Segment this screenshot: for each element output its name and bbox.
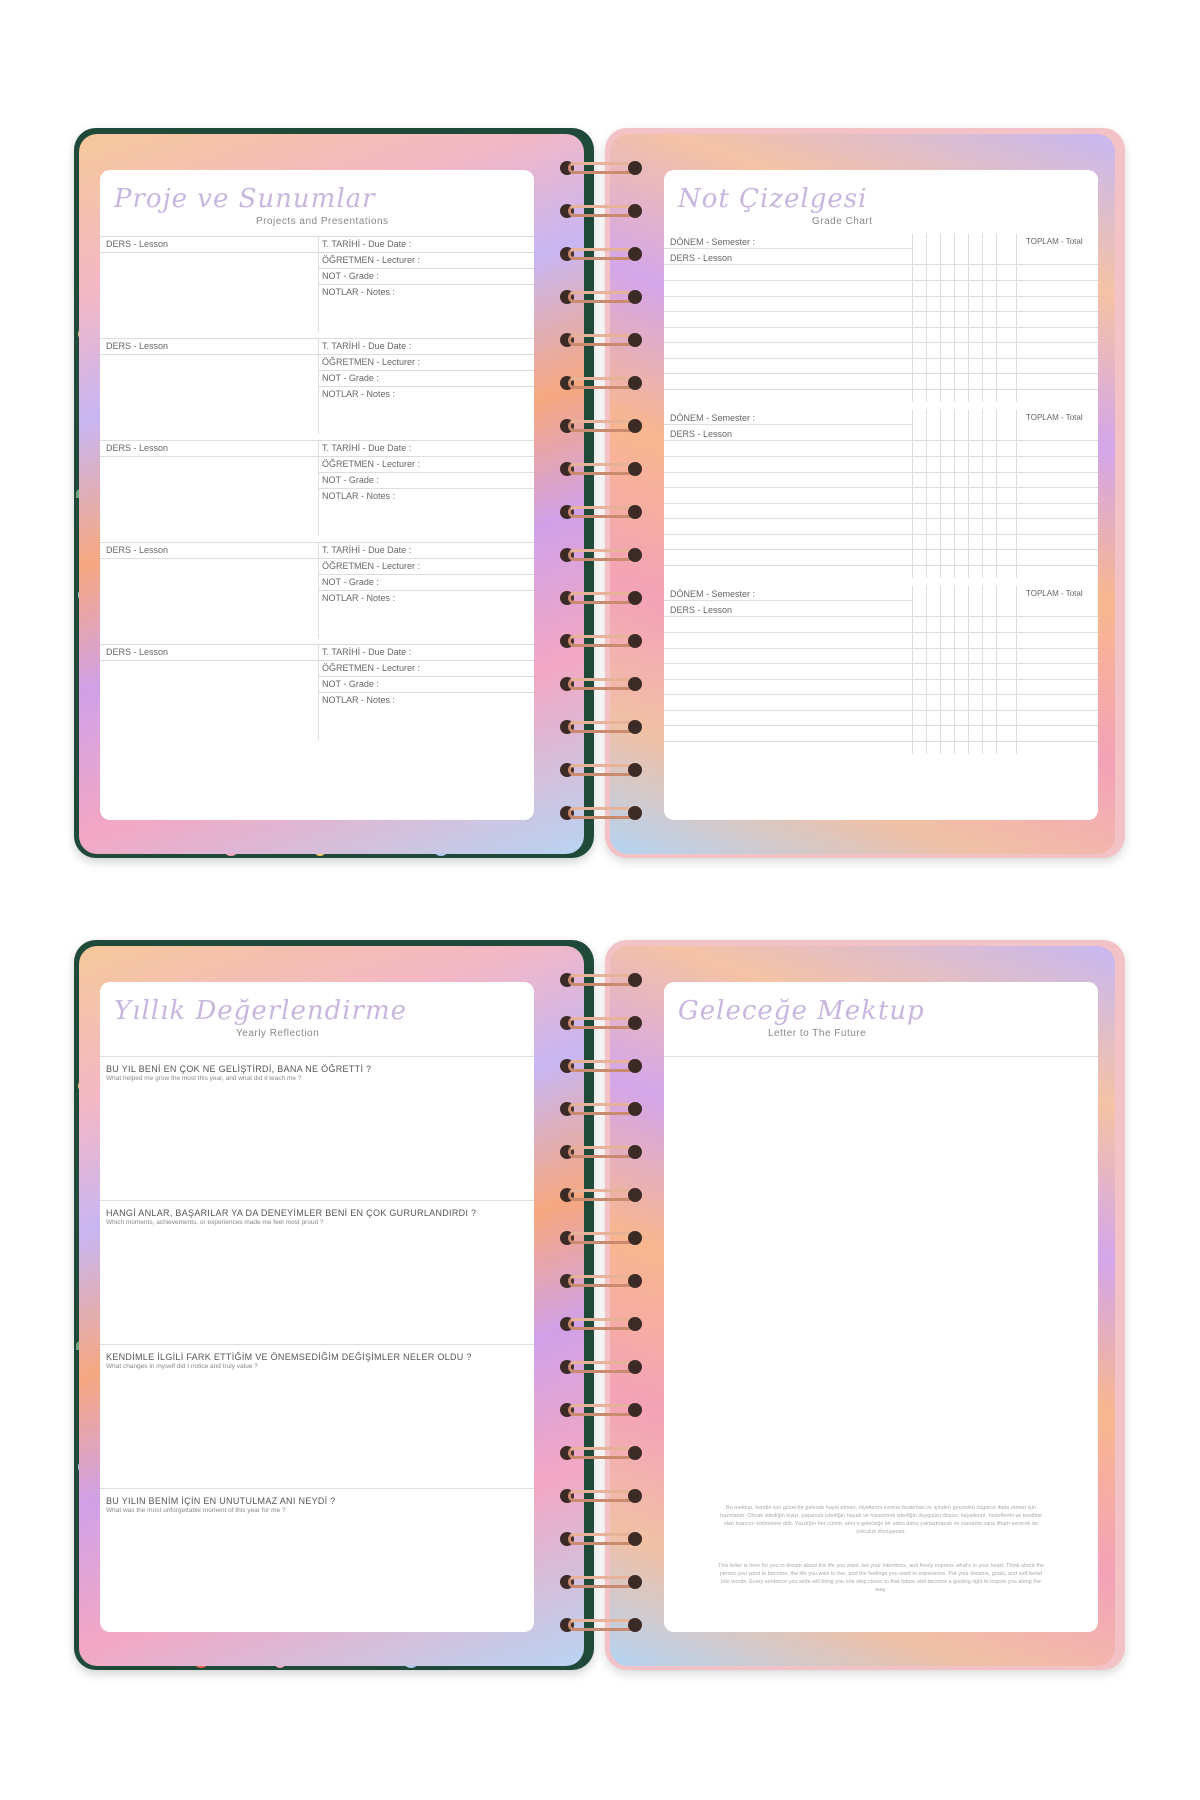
spiral-ring bbox=[556, 1486, 646, 1506]
spiral-ring bbox=[556, 1443, 646, 1463]
grade-label: NOT - Grade : bbox=[322, 679, 379, 689]
spiral-ring bbox=[556, 674, 646, 694]
notes-label: NOTLAR - Notes : bbox=[322, 491, 396, 501]
spiral-ring bbox=[556, 330, 646, 350]
spiral-ring bbox=[556, 1314, 646, 1334]
spiral-ring bbox=[556, 1099, 646, 1119]
due-date-label: T. TARİHİ - Due Date : bbox=[322, 239, 412, 249]
spiral-ring bbox=[556, 760, 646, 780]
spiral-ring bbox=[556, 416, 646, 436]
page-subtitle: Yearly Reflection bbox=[236, 1028, 320, 1039]
spiral-ring bbox=[556, 970, 646, 990]
question-tr: KENDİMLE İLGİLİ FARK ETTİĞİM VE ÖNEMSEDİĞİM DEĞİŞİMLER NELER OLDU ? bbox=[106, 1352, 472, 1362]
lesson-label: DERS - Lesson bbox=[670, 253, 733, 263]
due-date-label: T. TARİHİ - Due Date : bbox=[322, 545, 412, 555]
spiral-ring bbox=[556, 158, 646, 178]
due-date-label: T. TARİHİ - Due Date : bbox=[322, 341, 412, 351]
spiral-ring bbox=[556, 1572, 646, 1592]
question-en: Which moments, achievements, or experiences made me feel most proud ? bbox=[106, 1219, 324, 1226]
spiral-ring bbox=[556, 459, 646, 479]
top-spread bbox=[0, 128, 1200, 868]
question-en: What changes in myself did I notice and truly value ? bbox=[106, 1363, 258, 1370]
lecturer-label: ÖĞRETMEN - Lecturer : bbox=[322, 663, 421, 673]
spiral-binding bbox=[556, 158, 646, 848]
page-subtitle: Grade Chart bbox=[812, 216, 873, 227]
question-tr: BU YIL BENİ EN ÇOK NE GELİŞTİRDİ, BANA NE ÖĞRETTİ ? bbox=[106, 1064, 372, 1074]
letter-text-tr: Bu mektup, kendin için güzel bir gelecek hayal etmen, niyetlerini evrene bırakman ve içinden geçenleri özgürce ifade etmen için hazırlandı. Olmak istediğin kişiyi, yaşamak istediğin hayatı ve hissetmek istediğin duyguları düşün; hayallerini, hedeflerini ve kendine olan inancını kelimelere dök. Yazdığın her cümle, seni o geleceğe bir adım daha yaklaştıracak ve zamanla sana ilham verecek bir yolculuk dönüşecek. bbox=[720, 1505, 1042, 1535]
page-title: Not Çizelgesi bbox=[678, 184, 868, 214]
semester-label: DÖNEM - Semester : bbox=[670, 237, 756, 247]
total-label: TOPLAM - Total bbox=[1026, 413, 1083, 422]
holographic-frame-right bbox=[610, 946, 1115, 1666]
lesson-label: DERS - Lesson bbox=[106, 647, 169, 657]
question-en: What helped me grow the most this year, and what did it teach me ? bbox=[106, 1075, 302, 1082]
due-date-label: T. TARİHİ - Due Date : bbox=[322, 443, 412, 453]
bottom-spread bbox=[0, 940, 1200, 1680]
page-title: Geleceğe Mektup bbox=[678, 996, 925, 1026]
holographic-frame-left bbox=[79, 946, 584, 1666]
due-date-label: T. TARİHİ - Due Date : bbox=[322, 647, 412, 657]
spiral-ring bbox=[556, 1056, 646, 1076]
page-subtitle: Projects and Presentations bbox=[256, 216, 389, 227]
spiral-ring bbox=[556, 1271, 646, 1291]
holographic-frame-right bbox=[610, 134, 1115, 854]
spiral-ring bbox=[556, 631, 646, 651]
projects-page bbox=[100, 170, 534, 820]
lesson-label: DERS - Lesson bbox=[106, 239, 169, 249]
lecturer-label: ÖĞRETMEN - Lecturer : bbox=[322, 459, 421, 469]
notes-label: NOTLAR - Notes : bbox=[322, 593, 396, 603]
grade-label: NOT - Grade : bbox=[322, 373, 379, 383]
notes-label: NOTLAR - Notes : bbox=[322, 287, 396, 297]
lesson-label: DERS - Lesson bbox=[106, 443, 169, 453]
lesson-label: DERS - Lesson bbox=[670, 605, 733, 615]
spiral-ring bbox=[556, 1142, 646, 1162]
spiral-ring bbox=[556, 201, 646, 221]
spiral-ring bbox=[556, 588, 646, 608]
lecturer-label: ÖĞRETMEN - Lecturer : bbox=[322, 561, 421, 571]
spiral-ring bbox=[556, 1400, 646, 1420]
lecturer-label: ÖĞRETMEN - Lecturer : bbox=[322, 357, 421, 367]
lecturer-label: ÖĞRETMEN - Lecturer : bbox=[322, 255, 421, 265]
spiral-ring bbox=[556, 502, 646, 522]
spiral-ring bbox=[556, 545, 646, 565]
reflection-page bbox=[100, 982, 534, 1632]
grade-label: NOT - Grade : bbox=[322, 577, 379, 587]
spiral-ring bbox=[556, 1013, 646, 1033]
semester-label: DÖNEM - Semester : bbox=[670, 413, 756, 423]
grade-label: NOT - Grade : bbox=[322, 475, 379, 485]
notes-label: NOTLAR - Notes : bbox=[322, 695, 396, 705]
spiral-ring bbox=[556, 1615, 646, 1635]
question-tr: HANGİ ANLAR, BAŞARILAR YA DA DENEYİMLER BENİ EN ÇOK GURURLANDIRDI ? bbox=[106, 1208, 477, 1218]
lesson-label: DERS - Lesson bbox=[106, 545, 169, 555]
grade-chart-page bbox=[664, 170, 1098, 820]
total-label: TOPLAM - Total bbox=[1026, 589, 1083, 598]
notes-label: NOTLAR - Notes : bbox=[322, 389, 396, 399]
spiral-ring bbox=[556, 287, 646, 307]
lesson-label: DERS - Lesson bbox=[106, 341, 169, 351]
spiral-ring bbox=[556, 244, 646, 264]
page-title: Yıllık Değerlendirme bbox=[114, 996, 408, 1026]
question-en: What was the most unforgettable moment of this year for me ? bbox=[106, 1507, 286, 1514]
letter-text-en: This letter is here for you to dream about the life you want, set your intentions, and freely express what's in your heart. Think about the person you want to become, the life you wish to live, and the feelings you want to experience. Put your dreams, goals, and self-belief into words. Every sentence you write will bring you one step closer to that future and become a guiding light to inspire you along the way. bbox=[718, 1563, 1044, 1593]
semester-label: DÖNEM - Semester : bbox=[670, 589, 756, 599]
spiral-binding bbox=[556, 970, 646, 1660]
total-label: TOPLAM - Total bbox=[1026, 237, 1083, 246]
spiral-ring bbox=[556, 1529, 646, 1549]
spiral-ring bbox=[556, 1185, 646, 1205]
spiral-ring bbox=[556, 1357, 646, 1377]
spiral-ring bbox=[556, 1228, 646, 1248]
spiral-ring bbox=[556, 373, 646, 393]
page-subtitle: Letter to The Future bbox=[768, 1028, 867, 1039]
grade-label: NOT - Grade : bbox=[322, 271, 379, 281]
question-tr: BU YILIN BENİM İÇİN EN UNUTULMAZ ANI NEYDİ ? bbox=[106, 1496, 336, 1506]
page-title: Proje ve Sunumlar bbox=[114, 184, 376, 214]
spiral-ring bbox=[556, 803, 646, 823]
letter-page bbox=[664, 982, 1098, 1632]
lesson-label: DERS - Lesson bbox=[670, 429, 733, 439]
holographic-frame-left bbox=[79, 134, 584, 854]
spiral-ring bbox=[556, 717, 646, 737]
